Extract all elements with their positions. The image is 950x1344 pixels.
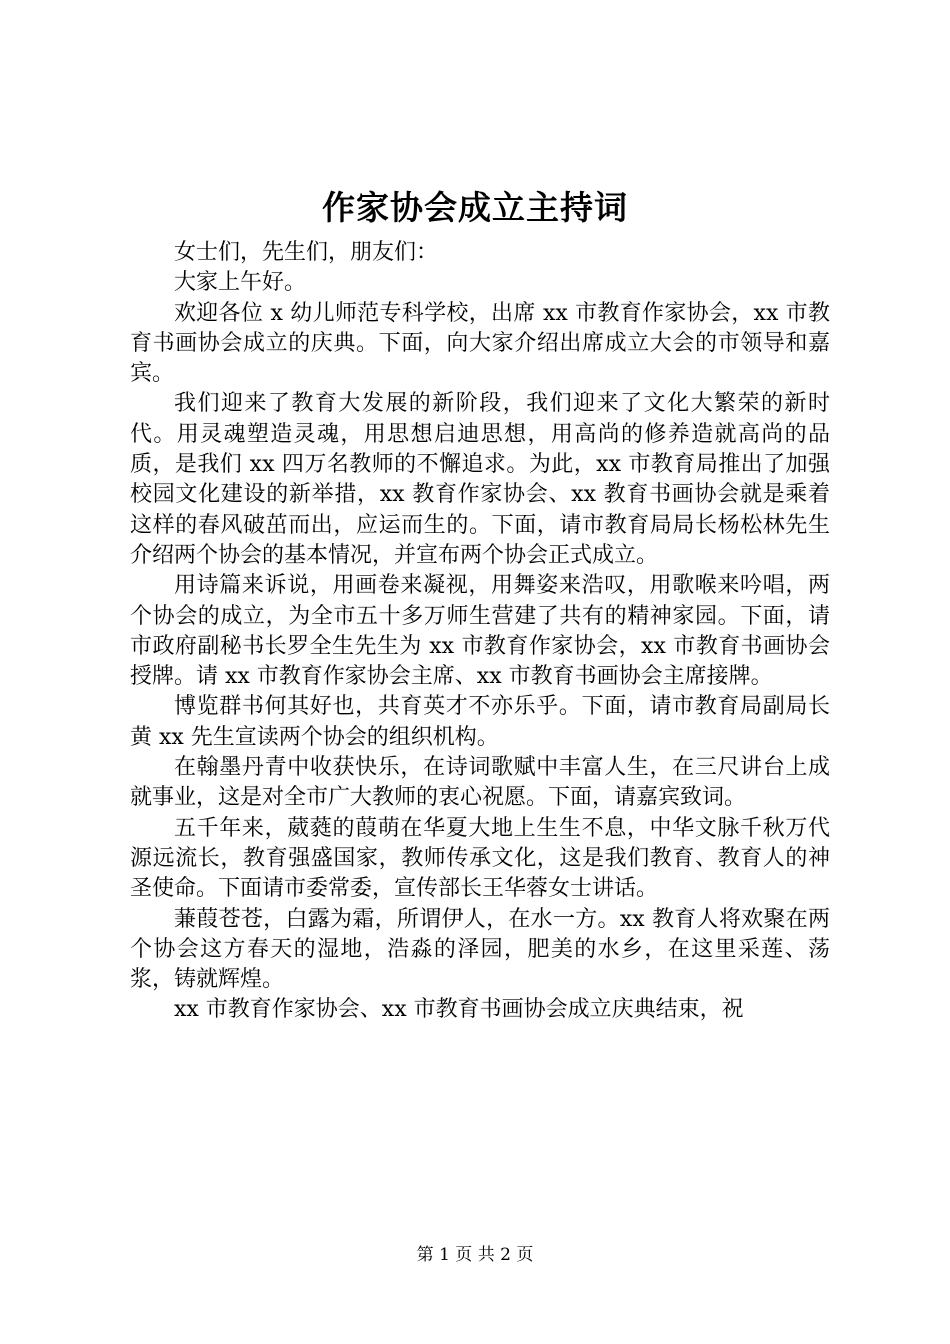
paragraph-welcome: 欢迎各位 x 幼儿师范专科学校，出席 xx 市教育作家协会，xx 市教育书画协会成立的庆典。下面，向大家介绍出席成立大会的市领导和嘉宾。: [130, 300, 830, 387]
paragraph-jianjia: 蒹葭苍苍，白露为霜，所谓伊人，在水一方。xx 教育人将欢聚在两个协会这方春天的湿地，浩淼的泽园，肥美的水乡，在这里采莲、荡浆，铸就辉煌。: [130, 906, 830, 993]
paragraph-closing: xx 市教育作家协会、xx 市教育书画协会成立庆典结束，祝: [174, 997, 744, 1023]
paragraph-new-era: 我们迎来了教育大发展的新阶段，我们迎来了文化大繁荣的新时代。用灵魂塑造灵魂，用思想启迪思想，用高尚的修养造就高尚的品质，是我们 xx 四万名教师的不懈追求。为此，xx 市教育局推出了加强校园文化建设的新举措，xx 教育作家协会、xx 教育书画协会就是乘着这样的春风破茁而出，应运而生的。下面，请市教育局局长杨松林先生介绍两个协会的基本情况，并宣布两个协会正式成立。: [130, 391, 830, 568]
document-body: [130, 238, 830, 1026]
paragraph-good-morning: 大家上午好。: [174, 270, 307, 296]
document-title: 作家协会成立主持词: [322, 188, 628, 227]
paragraph-guest-speech: 在翰墨丹青中收获快乐，在诗词歌赋中丰富人生，在三尺讲台上成就事业，这是对全市广大教师的衷心祝愿。下面，请嘉宾致词。: [130, 755, 830, 811]
paragraph-plaque: 用诗篇来诉说，用画卷来凝视，用舞姿来浩叹，用歌喉来吟唱，两个协会的成立，为全市五十多万师生营建了共有的精神家园。下面，请市政府副秘书长罗全生先生为 xx 市教育作家协会，xx 市教育书画协会授牌。请 xx 市教育作家协会主席、xx 市教育书画协会主席接牌。: [130, 573, 830, 690]
paragraph-greeting: 女士们，先生们，朋友们：: [174, 240, 439, 265]
page-number-footer: 第 1 页 共 2 页: [416, 1245, 534, 1265]
paragraph-mission: 五千年来，葳蕤的葭萌在华夏大地上生生不息，中华文脉千秋万代源远流长，教育强盛国家，教师传承文化，这是我们教育、教育人的神圣使命。下面请市委常委，宣传部长王华蓉女士讲话。: [130, 815, 830, 902]
paragraph-organization: 博览群书何其好也，共育英才不亦乐乎。下面，请市教育局副局长黄 xx 先生宣读两个协会的组织机构。: [130, 694, 830, 750]
